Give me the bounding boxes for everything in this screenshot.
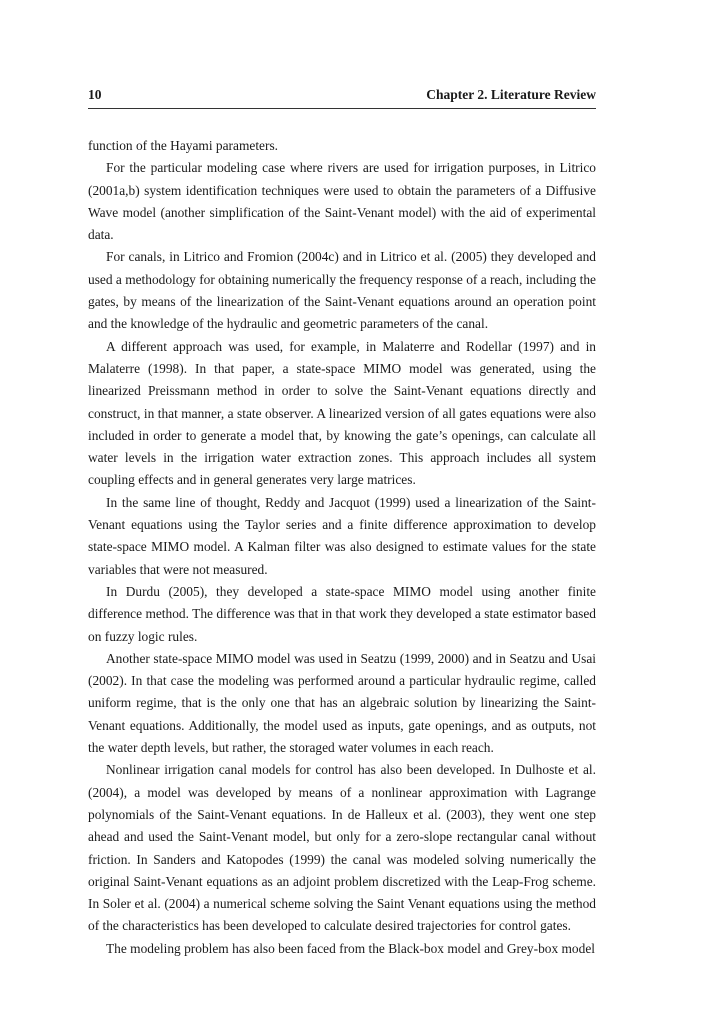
paragraph: In Durdu (2005), they developed a state-space MIMO model using another finite difference method. The difference was that in that work they developed a state estimator based on fuzzy logic rules. <box>88 583 596 644</box>
paragraph: A different approach was used, for example, in Malaterre and Rodellar (1997) and in Malaterre (1998). In that paper, a state-space MIMO model was generated, using the linearized Preissmann method in order to solve the Saint-Venant equations directly and construct, in that manner, a state observer. A linearized version of all gates equations were also included in order to generate a model that, by knowing the gate’s openings, can calculate all water levels in the irrigation water extraction zones. This approach includes all system coupling effects and in general generates very large matrices. <box>88 338 596 488</box>
paragraph: The modeling problem has also been faced from the Black-box model and Grey-box model <box>106 940 595 956</box>
paragraph: Another state-space MIMO model was used in Seatzu (1999, 2000) and in Seatzu and Usai (2002). In that case the modeling was performed around a particular hydraulic regime, called uniform regime, that is the only one that has an algebraic solution by linearizing the Saint-Venant equations. Additionally, the model used as inputs, gate openings, and as outputs, not the water depth levels, but rather, the storaged water volumes in each reach. <box>88 650 596 756</box>
paragraph: For canals, in Litrico and Fromion (2004c) and in Litrico et al. (2005) they developed and used a methodology for obtaining numerically the frequency response of a reach, including the gates, by means of the linearization of the Saint-Venant equations around an operation point and the knowledge of the hydraulic and geometric parameters of the canal. <box>88 249 596 332</box>
paragraph-continuation: function of the Hayami parameters. <box>88 138 278 153</box>
body-text <box>88 135 596 960</box>
page-number: 10 <box>88 87 102 102</box>
running-header <box>88 84 596 109</box>
paragraph: In the same line of thought, Reddy and Jacquot (1999) used a linearization of the Saint-Venant equations using the Taylor series and a finite difference approximation to develop state-space MIMO model. A Kalman filter was also designed to estimate values for the state variables that were not measured. <box>88 494 596 577</box>
chapter-title: Chapter 2. Literature Review <box>426 87 596 102</box>
paragraph: Nonlinear irrigation canal models for control has also been developed. In Dulhoste et al. (2004), a model was developed by means of a nonlinear approximation with Lagrange polynomials of the Saint-Venant equations. In de Halleux et al. (2003), they went one step ahead and used the Saint-Venant model, but only for a zero-slope rectangular canal without friction. In Sanders and Katopodes (1999) the canal was modeled solving numerically the original Saint-Venant equations as an adjoint problem discretized with the Leap-Frog scheme. In Soler et al. (2004) a numerical scheme solving the Saint Venant equations using the method of the characteristics has been developed to calculate desired trajectories for control gates. <box>88 762 596 934</box>
page <box>88 84 596 960</box>
paragraph: For the particular modeling case where rivers are used for irrigation purposes, in Litrico (2001a,b) system identification techniques were used to obtain the parameters of a Diffusive Wave model (another simplification of the Saint-Venant model) with the aid of experimental data. <box>88 160 596 243</box>
